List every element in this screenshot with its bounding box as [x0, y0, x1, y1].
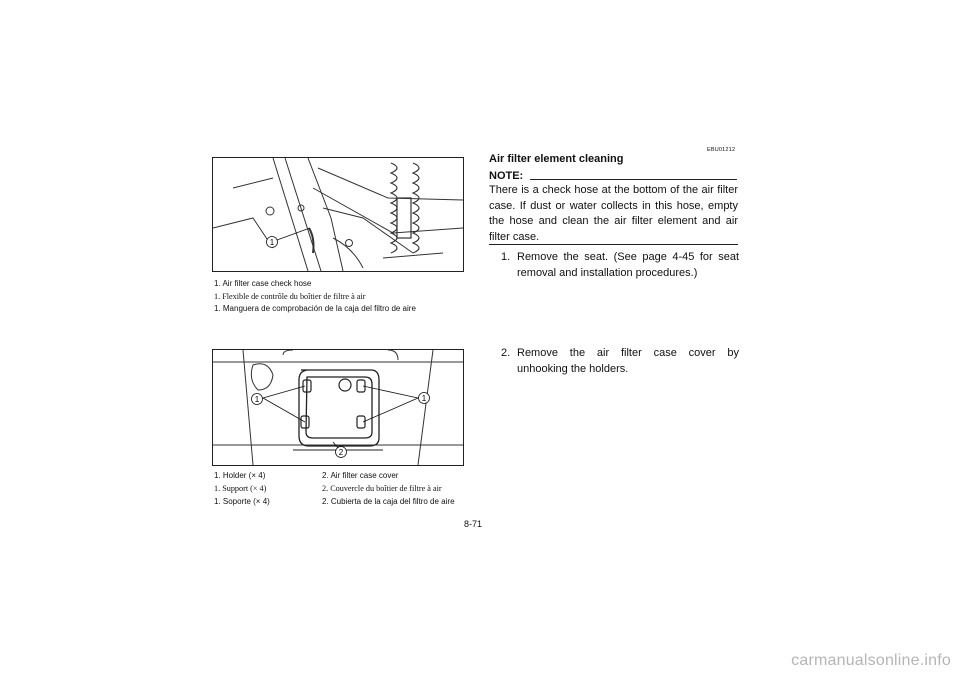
caption-es: 1. Manguera de comprobación de la caja del filtro de aire	[214, 304, 416, 313]
caption-es-holder: 1. Soporte (× 4)	[214, 497, 270, 506]
caption-es-row	[214, 496, 455, 507]
step-2-number: 2.	[501, 347, 511, 359]
step-2-text: Remove the air filter case cover by unhooking the holders.	[517, 347, 739, 375]
caption-fr-cover: 2. Couvercle du boîtier de filtre à air	[322, 484, 442, 493]
check-hose-illustration	[213, 158, 463, 271]
caption-es-cover: 2. Cubierta de la caja del filtro de aire	[322, 497, 455, 506]
callout-1-right-label: 1	[421, 394, 427, 403]
caption-fr-holder: 1. Support (× 4)	[214, 484, 267, 493]
figure-filter-case-cover	[212, 349, 464, 466]
section-heading: Air filter element cleaning	[489, 153, 624, 165]
caption-en: 1. Air filter case check hose	[214, 279, 312, 288]
caption-en-holder: 1. Holder (× 4)	[214, 471, 266, 480]
note-end-rule	[489, 244, 738, 245]
callout-1-left-label: 1	[254, 395, 260, 404]
caption-fr: 1. Flexible de contrôle du boîtier de filtre à air	[214, 292, 366, 301]
callout-2-label: 2	[338, 448, 344, 457]
step-1	[501, 250, 739, 281]
step-1-text: Remove the seat. (See page 4-45 for seat removal and installation procedures.)	[517, 251, 739, 279]
section-code: EBU01212	[707, 147, 736, 153]
watermark: carmanualsonline.info	[791, 652, 951, 669]
step-2	[501, 346, 739, 377]
figure-check-hose	[212, 157, 464, 272]
caption-fr-row	[214, 483, 442, 494]
caption-en-cover: 2. Air filter case cover	[322, 471, 399, 480]
filter-case-illustration	[213, 350, 463, 465]
callout-1-label: 1	[269, 238, 275, 247]
step-1-number: 1.	[501, 251, 511, 263]
note-text: There is a check hose at the bottom of the air filter case. If dust or water collects in this hose, empty the hose and clean the air filter element and air filter case.	[489, 184, 738, 243]
note-label: NOTE:	[489, 170, 524, 182]
caption-en-row	[214, 470, 399, 481]
note-rule	[530, 179, 737, 180]
page-number: 8-71	[464, 519, 483, 529]
